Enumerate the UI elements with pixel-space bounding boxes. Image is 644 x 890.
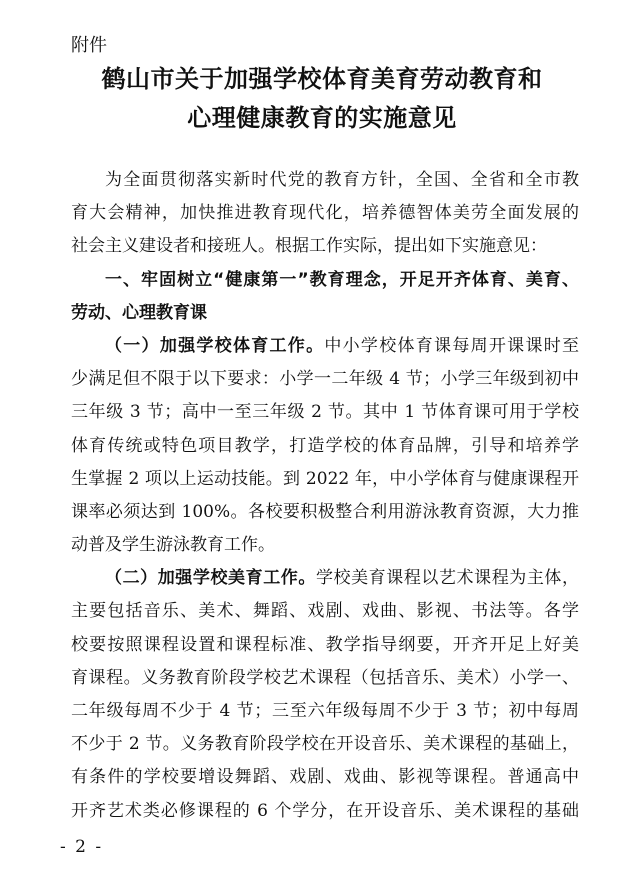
page-number: - 2 - bbox=[60, 837, 104, 857]
document-title-line-1: 鹤山市关于加强学校体育美育劳动教育和 bbox=[101, 64, 543, 93]
paragraph-line: 课率必须达到 100%。各校要积极整合利用游泳教育资源，大力推 bbox=[71, 501, 579, 522]
paragraph-line: 体育传统或特色项目教学，打造学校的体育品牌，引导和培养学 bbox=[71, 435, 579, 456]
paragraph-text: 中小学校体育课每周开课课时至 bbox=[324, 335, 580, 356]
paragraph-line bbox=[71, 562, 579, 595]
paragraph-line: 三年级 3 节；高中一至三年级 2 节。其中 1 节体育课可用于学校 bbox=[71, 402, 579, 423]
paragraph-line: 有条件的学校要增设舞蹈、戏剧、戏曲、影视等课程。普通高中 bbox=[71, 767, 579, 788]
paragraph-line: 主要包括音乐、美术、舞蹈、戏剧、戏曲、影视、书法等。各学 bbox=[71, 601, 579, 622]
section-heading-line: 劳动、心理教育课 bbox=[71, 302, 207, 323]
paragraph-line bbox=[71, 330, 579, 363]
paragraph-line: 育课程。义务教育阶段学校艺术课程（包括音乐、美术）小学一、 bbox=[71, 667, 579, 688]
intro-line: 育大会精神，加快推进教育现代化，培养德智体美劳全面发展的 bbox=[71, 203, 579, 224]
paragraph-text: 学校美育课程以艺术课程为主体， bbox=[315, 568, 580, 589]
section-heading-line: 一、牢固树立“健康第一”教育理念，开足开齐体育、美育、 bbox=[105, 269, 579, 290]
paragraph-line: 开齐艺术类必修课程的 6 个学分，在开设音乐、美术课程的基础 bbox=[71, 800, 579, 821]
paragraph-line: 少满足但不限于以下要求：小学一二年级 4 节；小学三年级到初中 bbox=[71, 369, 579, 390]
paragraph-line: 生掌握 2 项以上运动技能。到 2022 年，中小学体育与健康课程开 bbox=[71, 468, 579, 489]
document-body bbox=[71, 164, 579, 828]
paragraph-line: 不少于 2 节。义务教育阶段学校在开设音乐、美术课程的基础上， bbox=[71, 734, 579, 755]
paragraph-line: 校要按照课程设置和课程标准、教学指导纲要，开齐开足上好美 bbox=[71, 634, 579, 655]
attachment-label: 附件 bbox=[71, 35, 107, 56]
paragraph-line: 动普及学生游泳教育工作。 bbox=[71, 535, 275, 556]
subsection-heading: （一）加强学校体育工作。 bbox=[105, 335, 325, 356]
subsection-heading: （二）加强学校美育工作。 bbox=[105, 568, 316, 589]
intro-line: 社会主义建设者和接班人。根据工作实际，提出如下实施意见： bbox=[71, 236, 547, 257]
paragraph-line: 二年级每周不少于 4 节；三至六年级每周不少于 3 节；初中每周 bbox=[71, 701, 579, 721]
intro-line: 为全面贯彻落实新时代党的教育方针，全国、全省和全市教 bbox=[105, 170, 579, 190]
document-title-line-2: 心理健康教育的实施意见 bbox=[187, 103, 457, 132]
